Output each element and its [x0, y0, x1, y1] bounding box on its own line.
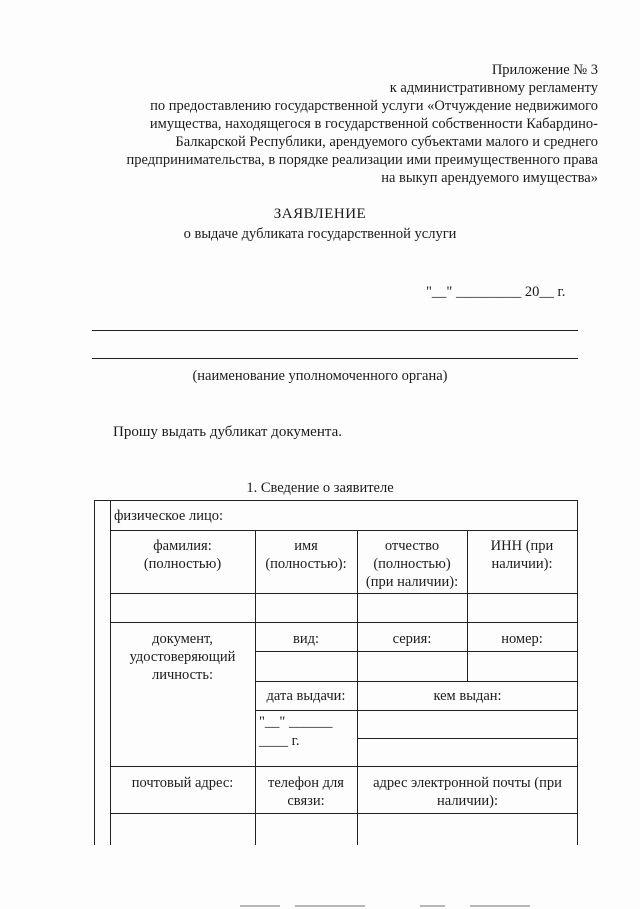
issue-date-year-blank: ____ г.: [259, 733, 300, 749]
header-line: Балкарской Республики, арендуемого субъектами малого и среднего: [175, 134, 598, 150]
postal-address-label: почтовый адрес:: [131, 775, 234, 791]
section-title: 1. Сведение о заявителе: [246, 480, 394, 496]
authority-line-1: [92, 330, 578, 331]
doc-type-label: вид:: [292, 631, 319, 647]
phone-label: телефон для связи:: [268, 775, 344, 809]
issue-date-blank: "__" ______: [259, 714, 333, 730]
header-line: имущества, находящегося в государственной собственности Кабардино-: [149, 116, 598, 132]
individual-label: физическое лицо:: [114, 508, 223, 524]
document-subtitle: о выдаче дубликата государственной услуги: [183, 226, 457, 242]
header-line: к административному регламенту: [389, 80, 598, 96]
inn-label: ИНН (при наличии):: [490, 538, 554, 572]
appendix-number: Приложение № 3: [491, 62, 598, 78]
doc-series-label: серия:: [392, 631, 432, 647]
patronymic-label: отчество (полностью) (при наличии):: [365, 538, 459, 590]
issue-date-label: дата выдачи:: [266, 688, 346, 704]
authority-line-2: [92, 358, 578, 359]
issued-by-label: кем выдан:: [433, 688, 502, 704]
date-line: "__" _________ 20__ г.: [426, 284, 566, 300]
name-label: имя (полностью):: [265, 538, 347, 572]
request-text: Прошу выдать дубликат документа.: [113, 424, 343, 440]
document-title: ЗАЯВЛЕНИЕ: [273, 206, 367, 222]
email-label: адрес электронной почты (при наличии):: [373, 775, 562, 809]
id-document-label: документ, удостоверяющий личность:: [129, 631, 236, 683]
doc-number-label: номер:: [501, 631, 543, 647]
header-line: предпринимательства, в порядке реализации ими преимущественного права: [126, 152, 598, 168]
authority-caption: (наименование уполномоченного органа): [192, 368, 448, 384]
surname-label: фамилия: (полностью): [143, 538, 222, 572]
header-line: по предоставлению государственной услуги «Отчуждение недвижимого: [150, 98, 598, 114]
header-line: на выкуп арендуемого имущества»: [381, 170, 598, 186]
